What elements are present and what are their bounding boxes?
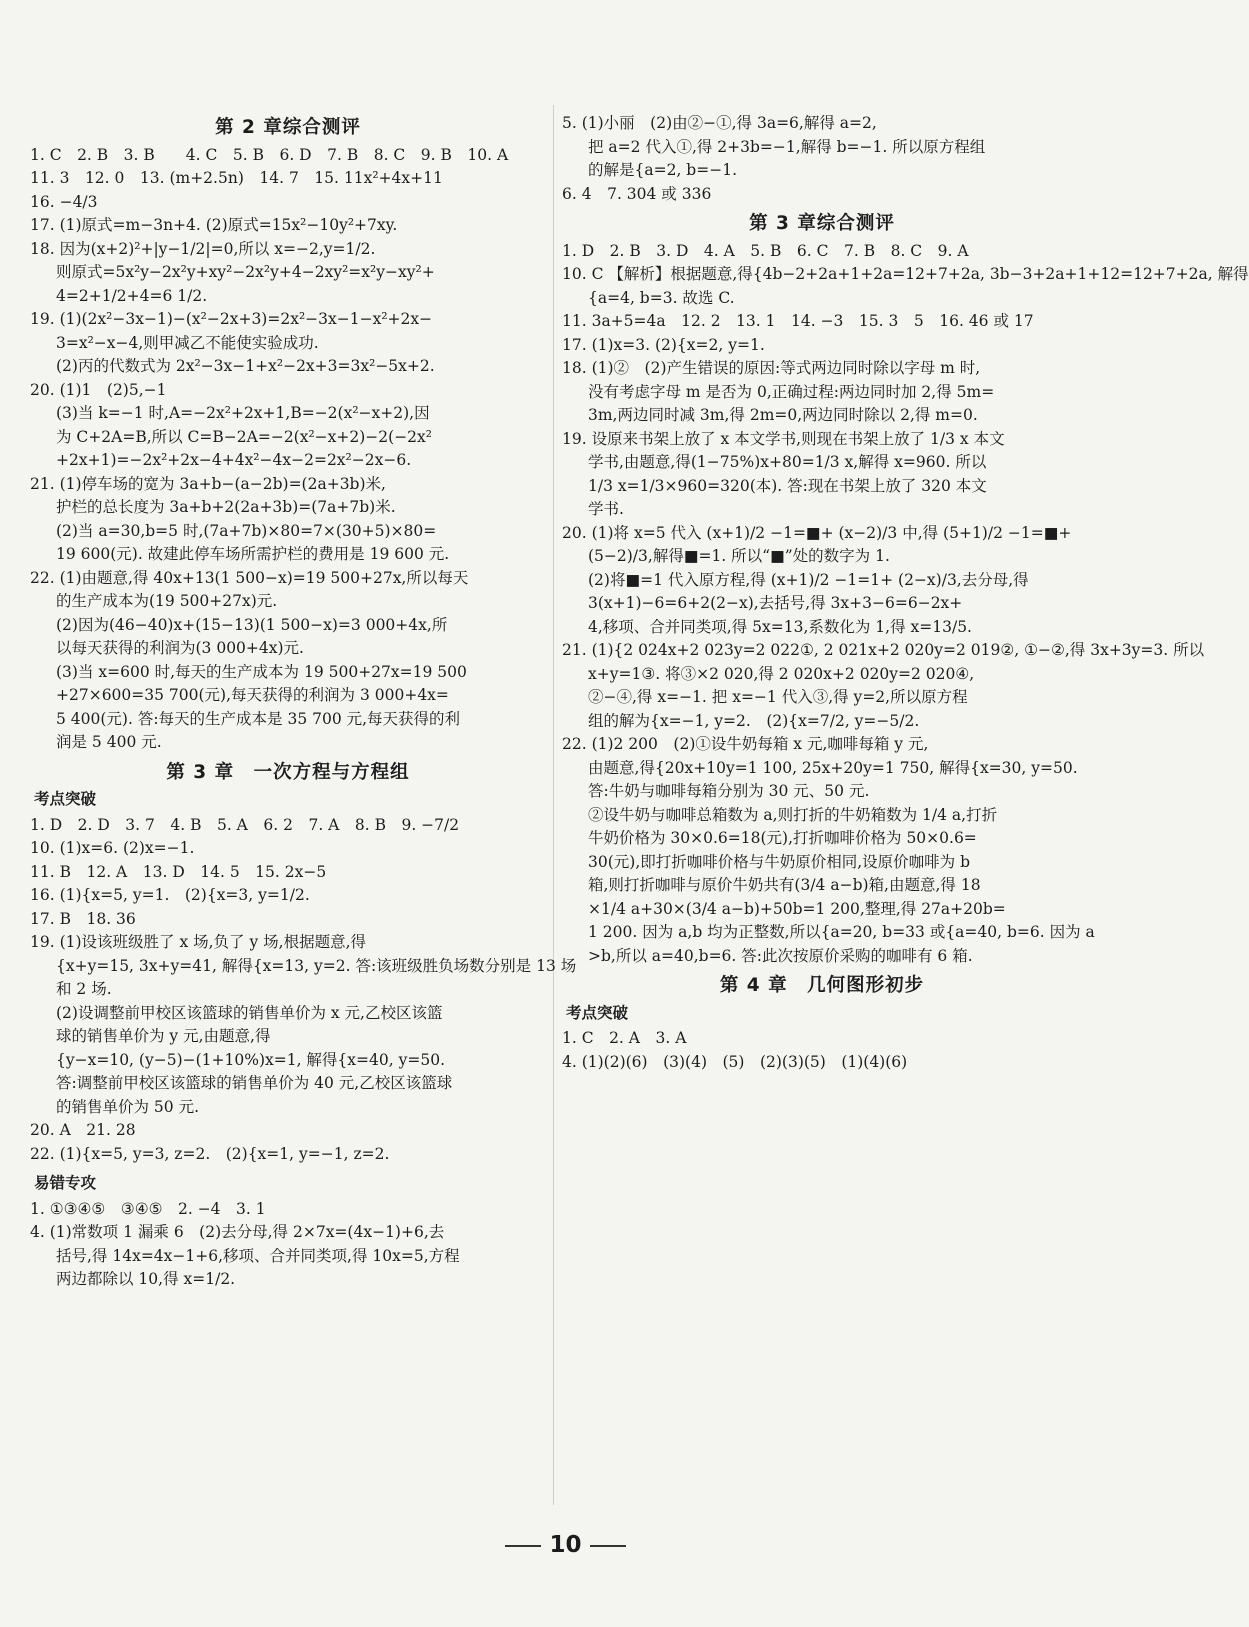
- answer-line: 19. 设原来书架上放了 x 本文学书,则现在书架上放了 1/3 x 本文: [562, 429, 1005, 448]
- chapter-3-answers: [30, 814, 577, 1167]
- answer-line: 11. 3a+5=4a 12. 2 13. 1 14. −3 15. 3 5 16. 46 或 17: [562, 312, 1034, 330]
- answer-line: (3)当 k=−1 时,A=−2x²+2x+1,B=−2(x²−x+2),因: [56, 404, 430, 422]
- chapter-4-answers: [562, 1027, 1082, 1074]
- answer-line: 把 a=2 代入①,得 2+3b=−1,解得 b=−1. 所以原方程组: [588, 137, 986, 156]
- answer-line: 19. (1)设该班级胜了 x 场,负了 y 场,根据题意,得: [30, 933, 367, 951]
- answer-line: 11. B 12. A 13. D 14. 5 15. 2x−5: [30, 862, 327, 881]
- answer-line: 以每天获得的利润为(3 000+4x)元.: [56, 639, 304, 657]
- answer-line: 1/3 x=1/3×960=320(本). 答:现在书架上放了 320 本文: [588, 476, 987, 495]
- answer-line: 4,移项、合并同类项,得 5x=13,系数化为 1,得 x=13/5.: [588, 617, 972, 636]
- answer-line: 答:牛奶与咖啡每箱分别为 30 元、50 元.: [588, 782, 870, 800]
- answer-line: 没有考虑字母 m 是否为 0,正确过程:两边同时加 2,得 5m=: [588, 382, 995, 401]
- answer-line: 为 C+2A=B,所以 C=B−2A=−2(x²−x+2)−2(−2x²: [56, 427, 433, 446]
- answer-line: 10. (1)x=6. (2)x=−1.: [30, 839, 195, 857]
- answer-line: ②设牛奶与咖啡总箱数为 a,则打折的牛奶箱数为 1/4 a,打折: [588, 805, 998, 824]
- answer-line: 1. ①③④⑤ ③④⑤ 2. −4 3. 1: [30, 1199, 266, 1218]
- answer-line: 18. (1)② (2)产生错误的原因:等式两边同时除以字母 m 时,: [562, 359, 981, 377]
- answer-line: 6. 4 7. 304 或 336: [562, 184, 712, 203]
- answer-line: 护栏的总长度为 3a+b+2(2a+3b)=(7a+7b)米.: [56, 498, 396, 516]
- answer-line: ×1/4 a+30×(3/4 a−b)+50b=1 200,整理,得 27a+20b=: [588, 899, 1006, 918]
- answer-line: 箱,则打折咖啡与原价牛奶共有(3/4 a−b)箱,由题意,得 18: [588, 876, 981, 894]
- answer-line: +27×600=35 700(元),每天获得的利润为 3 000+4x=: [56, 686, 449, 704]
- answer-line: 1. C 2. A 3. A: [562, 1029, 687, 1047]
- answer-line: 1 200. 因为 a,b 均为正整数,所以{a=20, b=33 或{a=40, b=6. 因为 a: [588, 923, 1095, 941]
- answer-line: 22. (1){x=5, y=3, z=2. (2){x=1, y=−1, z=2.: [30, 1144, 390, 1163]
- answer-line: 两边都除以 10,得 x=1/2.: [56, 1270, 236, 1288]
- answer-line: x+y=1③. 将③×2 020,得 2 020x+2 020y=2 020④,: [588, 664, 975, 683]
- answer-line: 5 400(元). 答:每天的生产成本是 35 700 元,每天获得的利: [56, 709, 461, 728]
- chapter-2-answers: [30, 144, 546, 755]
- page-number-dash-left: [505, 1545, 541, 1547]
- answer-line: 11. 3 12. 0 13. (m+2.5n) 14. 7 15. 11x²+4x+11: [30, 169, 443, 187]
- yicuo-answers: [30, 1198, 546, 1292]
- answer-line: 22. (1)2 200 (2)①设牛奶每箱 x 元,咖啡每箱 y 元,: [562, 735, 929, 753]
- answer-line: ②−④,得 x=−1. 把 x=−1 代入③,得 y=2,所以原方程: [588, 688, 968, 706]
- answer-line: 19 600(元). 故建此停车场所需护栏的费用是 19 600 元.: [56, 545, 450, 563]
- answer-line: (2)因为(46−40)x+(15−13)(1 500−x)=3 000+4x,所: [56, 615, 448, 634]
- answer-line: 17. (1)原式=m−3n+4. (2)原式=15x²−10y²+7xy.: [30, 216, 398, 234]
- answer-line: 20. A 21. 28: [30, 1121, 136, 1139]
- page-number: [0, 1532, 1131, 1558]
- chapter-3-title: 第 3 章 一次方程与方程组: [166, 761, 410, 783]
- answer-line: {y−x=10, (y−5)−(1+10%)x=1, 解得{x=40, y=50.: [56, 1050, 445, 1069]
- answer-line: 4. (1)常数项 1 漏乘 6 (2)去分母,得 2×7x=(4x−1)+6,去: [30, 1223, 445, 1241]
- answer-line: 17. B 18. 36: [30, 909, 136, 928]
- chapter-3-test-title: 第 3 章综合测评: [749, 213, 895, 234]
- answer-line: 润是 5 400 元.: [56, 733, 162, 751]
- chapter-4-title: 第 4 章 几何图形初步: [719, 975, 925, 996]
- answer-line: 20. (1)1 (2)5,−1: [30, 380, 167, 399]
- answer-line: 22. (1)由题意,得 40x+13(1 500−x)=19 500+27x,所以每天: [30, 568, 469, 587]
- answer-line: (2)设调整前甲校区该篮球的销售单价为 x 元,乙校区该篮: [56, 1003, 443, 1022]
- answer-line: 牛奶价格为 30×0.6=18(元),打折咖啡价格为 50×0.6=: [588, 829, 977, 847]
- answer-line: 10. C 【解析】根据题意,得{4b−2+2a+1+2a=12+7+2a, 3b−3+2a+1+12=12+7+2a, 解得: [562, 265, 1249, 283]
- answer-line: +2x+1)=−2x²+2x−4+4x²−4x−2=2x²−2x−6.: [56, 451, 412, 469]
- answer-line: 3m,两边同时减 3m,得 2m=0,两边同时除以 2,得 m=0.: [588, 406, 978, 424]
- answer-line: 由题意,得{20x+10y=1 100, 25x+20y=1 750, 解得{x=30, y=50.: [588, 758, 1078, 777]
- answer-line: 学书.: [588, 500, 624, 518]
- continued-answers: [562, 112, 1082, 206]
- answer-line: 1. D 2. B 3. D 4. A 5. B 6. C 7. B 8. C 9. A: [562, 241, 969, 260]
- answer-line: (2)将■=1 代入原方程,得 (x+1)/2 −1=1+ (2−x)/3,去分母,得: [588, 570, 1029, 589]
- answer-line: 3(x+1)−6=6+2(2−x),去括号,得 3x+3−6=6−2x+: [588, 594, 963, 612]
- answer-line: 17. (1)x=3. (2){x=2, y=1.: [562, 335, 765, 354]
- kaodian-section-title: 考点突破: [34, 790, 97, 808]
- answer-line: 4. (1)(2)(6) (3)(4) (5) (2)(3)(5) (1)(4)(6): [562, 1052, 908, 1071]
- answer-line: 4=2+1/2+4=6 1/2.: [56, 286, 208, 305]
- answer-line: 21. (1){2 024x+2 023y=2 022①, 2 021x+2 020y=2 019②, ①−②,得 3x+3y=3. 所以: [562, 641, 1205, 659]
- answer-line: 球的销售单价为 y 元,由题意,得: [56, 1027, 271, 1045]
- page-number-value: 10: [549, 1532, 582, 1558]
- answer-line: {a=4, b=3. 故选 C.: [588, 288, 735, 307]
- answer-line: >b,所以 a=40,b=6. 答:此次按原价采购的咖啡有 6 箱.: [588, 946, 973, 965]
- right-column: [562, 112, 1249, 1074]
- answer-line: 19. (1)(2x²−3x−1)−(x²−2x+3)=2x²−3x−1−x²+2x−: [30, 310, 433, 328]
- answer-line: 的销售单价为 50 元.: [56, 1097, 200, 1116]
- answer-line: 16. (1){x=5, y=1. (2){x=3, y=1/2.: [30, 886, 310, 904]
- left-column: [30, 112, 577, 1292]
- yicuo-section-title: 易错专攻: [34, 1174, 97, 1192]
- chapter-3-test-answers: [562, 240, 1249, 969]
- answer-line: 21. (1)停车场的宽为 3a+b−(a−2b)=(2a+3b)米,: [30, 474, 386, 493]
- kaodian-section-title-ch4: 考点突破: [566, 1003, 629, 1022]
- answer-line: 的生产成本为(19 500+27x)元.: [56, 592, 278, 610]
- answer-line: (3)当 x=600 时,每天的生产成本为 19 500+27x=19 500: [56, 662, 467, 681]
- answer-line: 30(元),即打折咖啡价格与牛奶原价相同,设原价咖啡为 b: [588, 852, 971, 871]
- answer-line: 学书,由题意,得(1−75%)x+80=1/3 x,解得 x=960. 所以: [588, 453, 987, 471]
- answer-line: (5−2)/3,解得■=1. 所以“■”处的数字为 1.: [588, 547, 890, 565]
- answer-line: (2)丙的代数式为 2x²−3x−1+x²−2x+3=3x²−5x+2.: [56, 357, 435, 375]
- answer-line: 的解是{a=2, b=−1.: [588, 161, 737, 179]
- answer-line: 16. −4/3: [30, 192, 98, 211]
- page-number-dash-right: [590, 1545, 626, 1547]
- column-divider: [553, 105, 554, 1505]
- answer-line: {x+y=15, 3x+y=41, 解得{x=13, y=2. 答:该班级胜负场数分别是 13 场: [56, 956, 577, 975]
- answer-line: 则原式=5x²y−2x²y+xy²−2x²y+4−2xy²=x²y−xy²+: [56, 263, 435, 281]
- answer-line: 18. 因为(x+2)²+|y−1/2|=0,所以 x=−2,y=1/2.: [30, 239, 376, 258]
- answer-line: 1. D 2. D 3. 7 4. B 5. A 6. 2 7. A 8. B 9. −7/2: [30, 815, 460, 834]
- answer-line: 20. (1)将 x=5 代入 (x+1)/2 −1=■+ (x−2)/3 中,得 (5+1)/2 −1=■+: [562, 523, 1072, 542]
- answer-line: 1. C 2. B 3. B 4. C 5. B 6. D 7. B 8. C 9. B 10. A: [30, 145, 509, 164]
- answer-line: 和 2 场.: [56, 980, 112, 998]
- answer-line: 5. (1)小丽 (2)由②−①,得 3a=6,解得 a=2,: [562, 114, 877, 132]
- answer-line: 3=x²−x−4,则甲减乙不能使实验成功.: [56, 333, 319, 352]
- answer-line: 答:调整前甲校区该篮球的销售单价为 40 元,乙校区该篮球: [56, 1074, 453, 1092]
- chapter-2-test-title: 第 2 章综合测评: [215, 117, 361, 138]
- answer-line: 括号,得 14x=4x−1+6,移项、合并同类项,得 10x=5,方程: [56, 1246, 460, 1265]
- answer-line: 组的解为{x=−1, y=2. (2){x=7/2, y=−5/2.: [588, 711, 920, 730]
- answer-line: (2)当 a=30,b=5 时,(7a+7b)×80=7×(30+5)×80=: [56, 521, 437, 540]
